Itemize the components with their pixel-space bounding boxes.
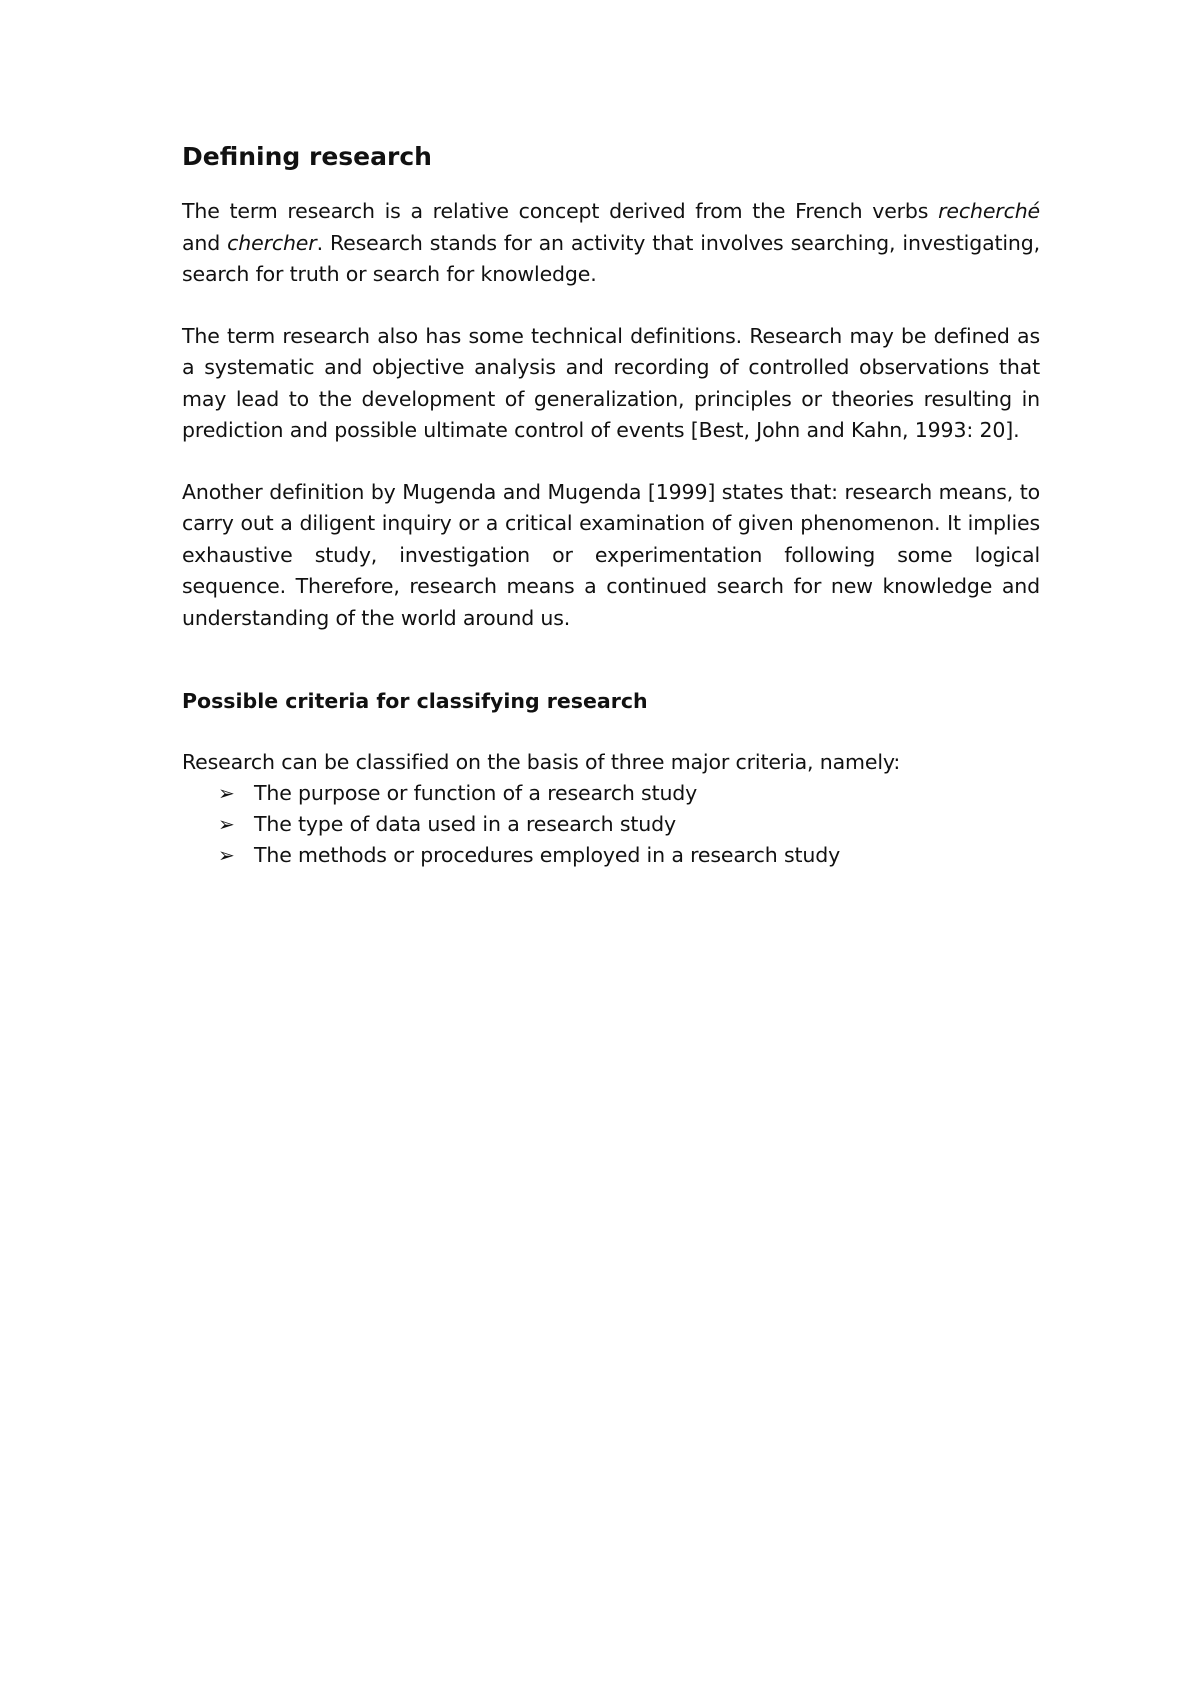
italic-term-recherche: recherché <box>938 199 1040 223</box>
section-title: Possible criteria for classifying research <box>182 689 648 713</box>
list-item-text: The purpose or function of a research study <box>254 781 698 805</box>
page-title: Defining research <box>182 142 432 171</box>
paragraph-text: and <box>182 230 228 255</box>
arrowhead-bullet-icon: ➢ <box>218 843 235 867</box>
criteria-list <box>182 778 1040 871</box>
paragraph-mugenda-definition: Another definition by Mugenda and Mugenda [1999] states that: research means, to carry out a diligent inquiry or a critical examination of given phenomenon. It implies exhaustive study, investigation or experimentation following some logical sequence. Therefore, research means a continued search for new knowledge and understanding of the world around us. <box>182 479 1040 630</box>
document-page <box>182 140 1040 871</box>
list-item-text: The type of data used in a research study <box>254 812 676 836</box>
italic-term-chercher: chercher <box>227 230 317 255</box>
paragraph-text: The term research is a relative concept derived from the French verbs <box>182 199 939 223</box>
criteria-intro: Research can be classified on the basis of three major criteria, namely: <box>182 750 901 774</box>
paragraph-etymology <box>182 196 1040 291</box>
arrowhead-bullet-icon: ➢ <box>218 781 235 805</box>
list-item-text: The methods or procedures employed in a research study <box>254 843 841 867</box>
arrowhead-bullet-icon: ➢ <box>218 812 235 836</box>
list-item <box>218 778 1040 809</box>
paragraph-technical-definition: The term research also has some technical definitions. Research may be defined as a systematic and objective analysis and recording of controlled observations that may lead to the development of generalization, principles or theories resulting in prediction and possible ultimate control of events [Best, John and Kahn, 1993: 20]. <box>182 323 1040 442</box>
list-item <box>218 809 1040 840</box>
paragraph-text: . Research stands for an activity that involves searching, investigating, search for truth or search for knowledge. <box>182 230 1041 286</box>
list-item <box>218 840 1040 871</box>
